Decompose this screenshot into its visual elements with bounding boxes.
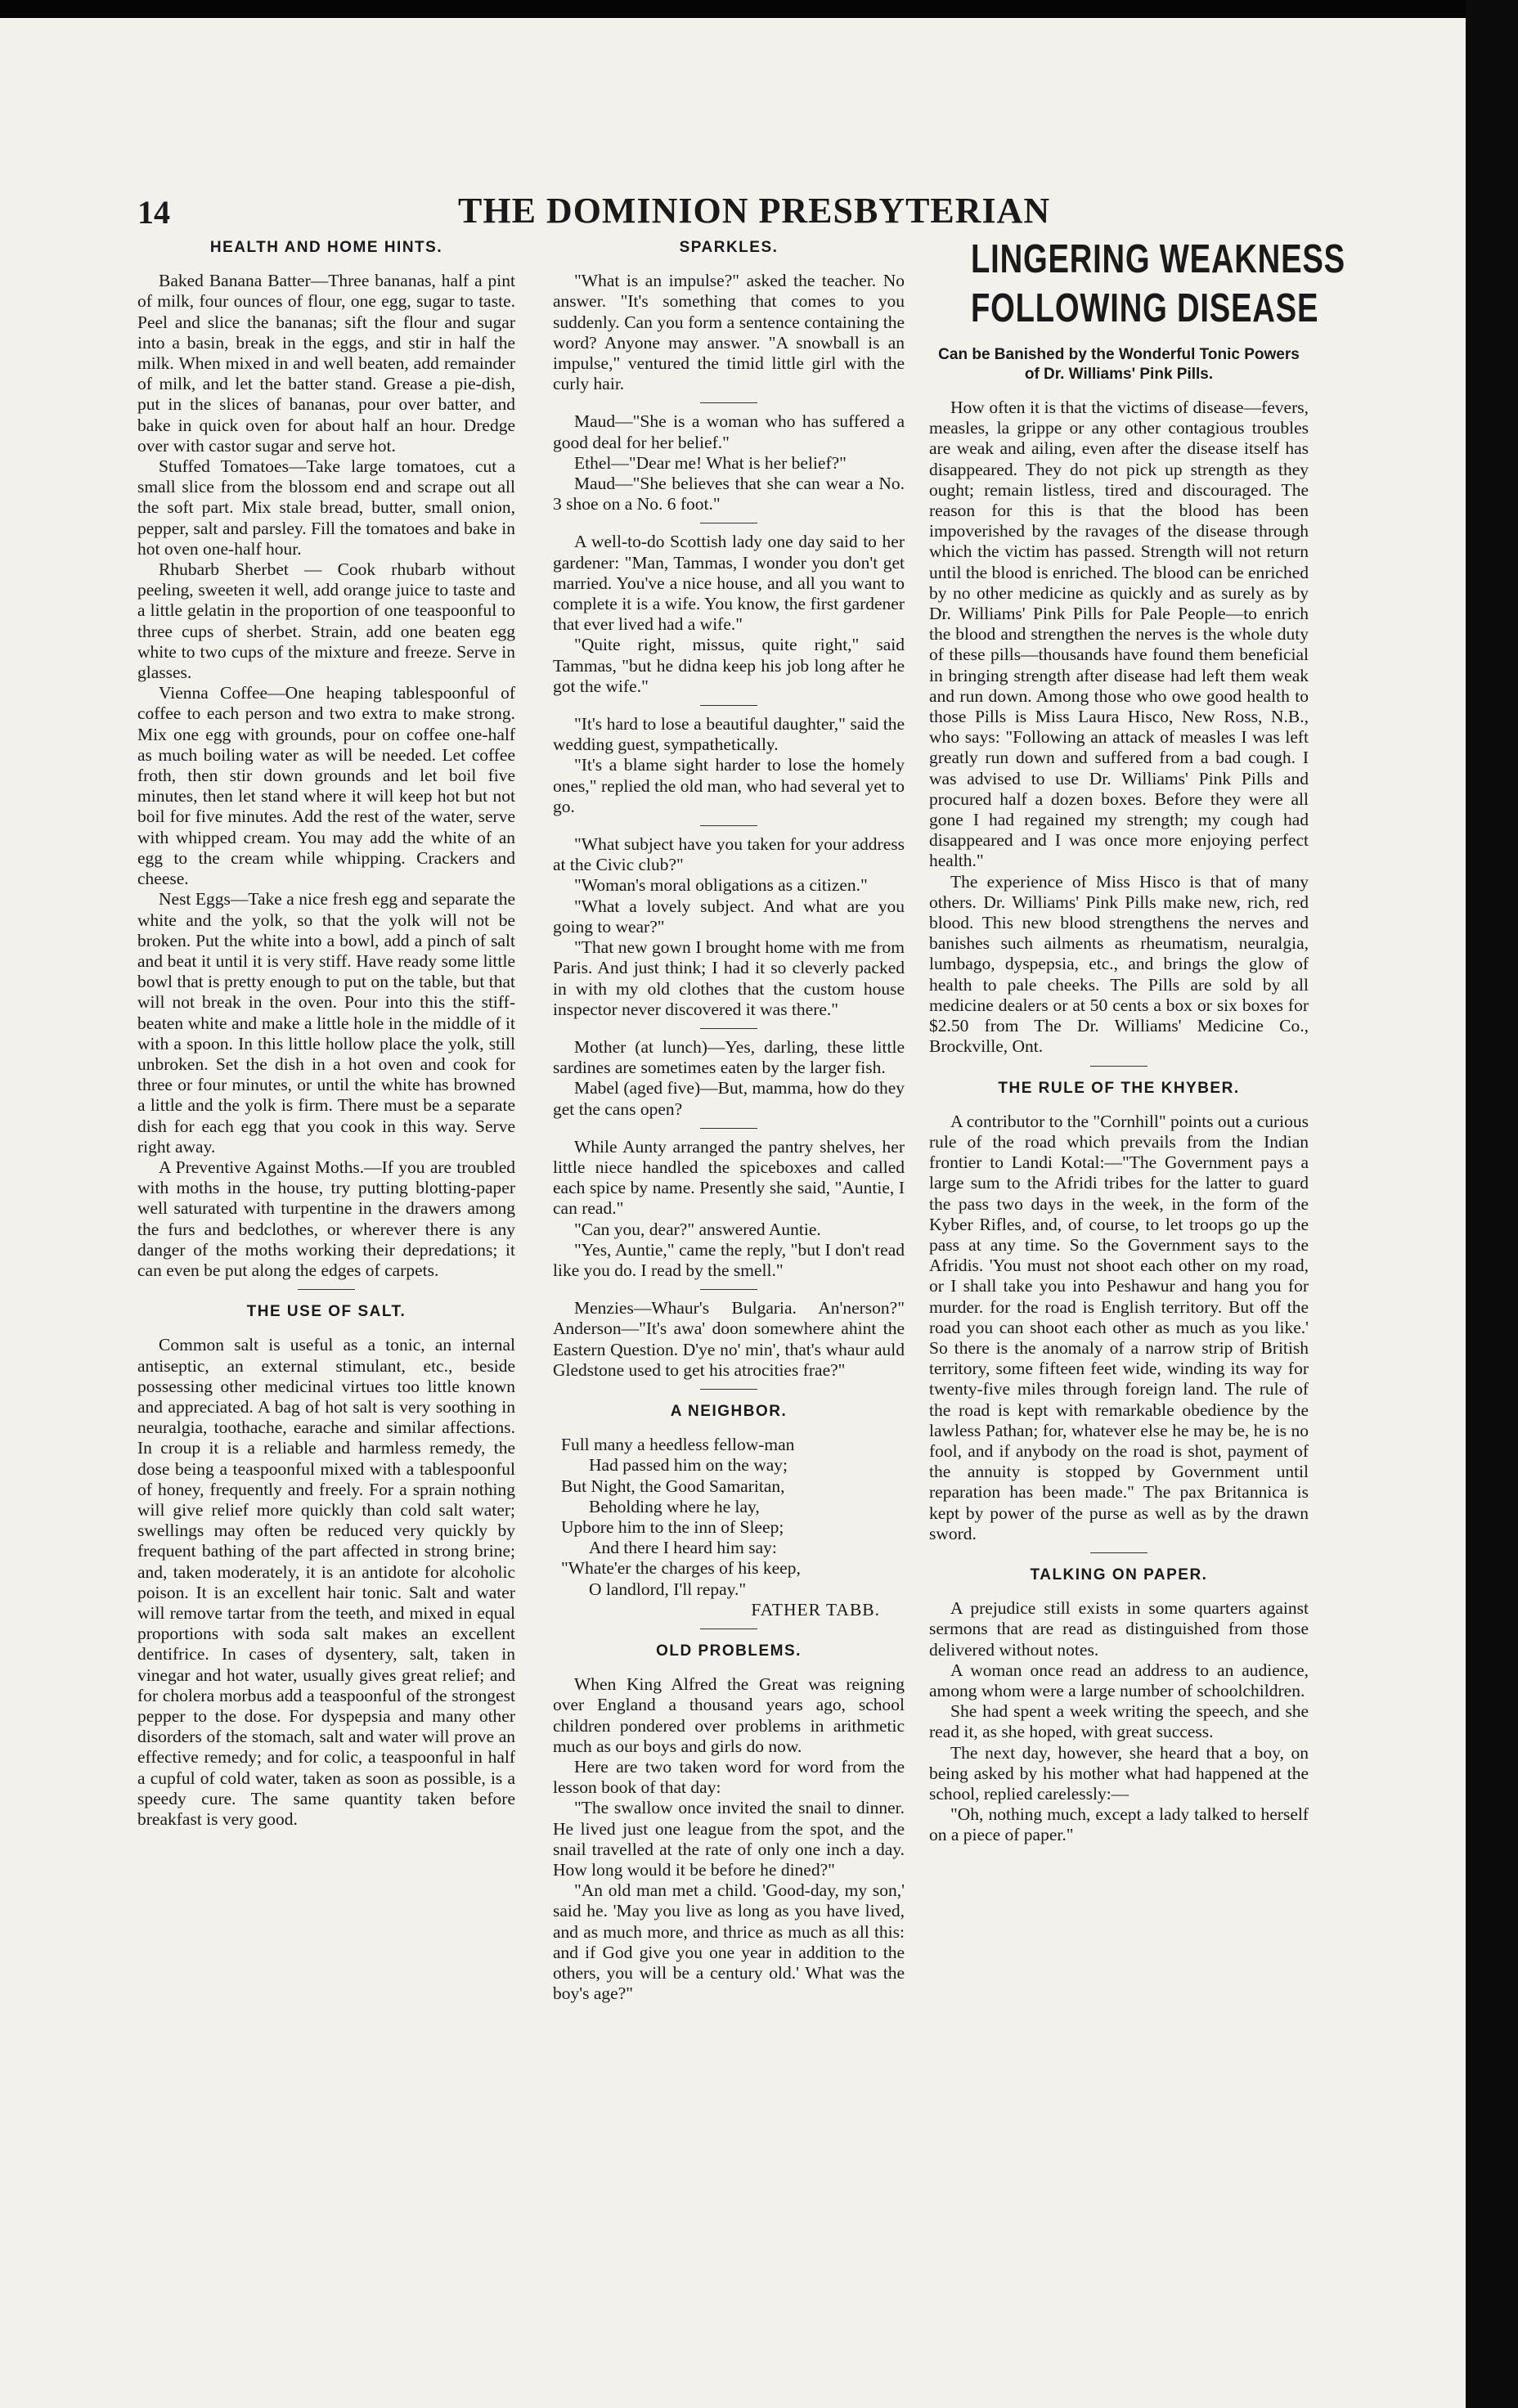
- section-divider: [1090, 1066, 1147, 1067]
- sparkle-paragraph: Maud—"She believes that she can wear a No. 3 shoe on a No. 6 foot.": [553, 474, 905, 514]
- salt-heading: THE USE OF SALT.: [246, 1303, 406, 1321]
- sparkle-paragraph: Mother (at lunch)—Yes, darling, these little sardines are sometimes eaten by the larger fish.: [553, 1036, 905, 1078]
- sparkle-paragraph: A well-to-do Scottish lady one day said to her gardener: "Man, Tammas, I wonder you don't get married. You've a nice house, and all you want to complete it is a wife. You know, the first gardener that ever lived had a wife.": [553, 532, 905, 635]
- poem-line: Upbore him to the inn of Sleep;: [561, 1516, 784, 1537]
- item-divider: [700, 705, 757, 706]
- health-paragraph: Baked Banana Batter—Three bananas, half a pint of milk, four ounces of flour, one egg, sugar to taste. Peel and slice the bananas; sift the flour and sugar into a basin, break in the eggs, and stir in half the milk. When mixed in and well beaten, add remainder of milk, and let the batter stand. Grease a pie-dish, put in the slices of bananas, pour over batter, and bake in quick oven for about half an hour. Dredge over with castor sugar and serve hot.: [137, 271, 515, 456]
- salt-paragraph: Common salt is useful as a tonic, an internal antiseptic, an external stimulant, etc., beside possessing other medicinal virtues too little known and appreciated. A bag of hot salt is very soothing in neuralgia, toothache, earache and similar affections. In croup it is a reliable and harmless remedy, the dose being a teaspoonful mixed with a tablespoonful of honey, frequently and freely. For a sprain nothing will give relief more quickly than cold salt water; swellings may often be reduced very quickly by frequent bathing of the part affected in strong brine; and, taken moderately, it is an antidote for alcoholic poison. It is an excellent hair tonic. Salt and water will remove tartar from the teeth, and mixed in equal proportions with soda salt makes an excellent dentifrice. In cases of dysentery, salt, taken in vinegar and hot water, usually gives great relief; and for cholera morbus add a teaspoonful of the strongest pepper to the dose. For dyspepsia and many other disorders of the stomach, salt and water will prove an effective remedy; and for colic, a teaspoonful in half a cupful of cold water, taken as soon as possible, is a speedy cure. The same quantity taken before breakfast is very good.: [137, 1335, 515, 1830]
- column-right: [929, 237, 1345, 1846]
- talking-on-paper-section: [929, 1565, 1309, 1846]
- ad-subheading: Can be Banished by the Wonderful Tonic Powers of Dr. Williams' Pink Pills.: [938, 346, 1300, 383]
- poem-body: [553, 1435, 905, 1620]
- paper-paragraph: She had spent a week writing the speech, and she read it, as she hoped, with great success.: [929, 1701, 1309, 1742]
- sparkle-paragraph: "What a lovely subject. And what are you going to wear?": [553, 896, 905, 937]
- section-divider: [700, 1389, 757, 1390]
- pink-pills-advertisement: [929, 232, 1345, 1058]
- problems-paragraph: Here are two taken word for word from the lesson book of that day:: [553, 1757, 905, 1798]
- ad-headline: LINGERING WEAKNESS: [971, 237, 1345, 281]
- sparkle-paragraph: "It's hard to lose a beautiful daughter," said the wedding guest, sympathetically.: [553, 714, 905, 755]
- paper-paragraph: The next day, however, she heard that a boy, on being asked by his mother what had happened at the school, replied carelessly:—: [929, 1742, 1309, 1804]
- health-paragraph: Nest Eggs—Take a nice fresh egg and separate the white and the yolk, so that the yolk will not be broken. Put the white into a bowl, add a pinch of salt and beat it until it is very stiff. Have ready some little bowl that is pretty enough to put on the table, but that will not break in the oven. Pour into this the stiff-beaten white and make a little hole in the middle of it with a spoon. In this little hollow place the yolk, still unbroken. Set the dish in a hot oven and cook for three or four minutes, or until the white has browned a little and the yolk is firm. There must be a separate dish for each egg that you cook in this way. Serve right away.: [137, 889, 515, 1157]
- sparkle-paragraph: "What is an impulse?" asked the teacher. No answer. "It's something that comes to you suddenly. Can you form a sentence containing the word? Anyone may answer. "A snowball is an impulse," ventured the timid little girl with the curly hair.: [553, 271, 905, 394]
- poem-author: FATHER TABB.: [751, 1599, 880, 1620]
- poem-line: Full many a heedless fellow-man: [561, 1435, 795, 1455]
- sparkle-paragraph: Maud—"She is a woman who has suffered a good deal for her belief.": [553, 411, 905, 452]
- sparkle-paragraph: Mabel (aged five)—But, mamma, how do they get the cans open?: [553, 1078, 905, 1119]
- neighbor-heading: A NEIGHBOR.: [670, 1402, 788, 1420]
- sparkle-paragraph: Menzies—Whaur's Bulgaria. An'nerson?" Anderson—"It's awa' doon somewhere ahint the Eastern Question. D'ye no' min', that's whaur auld Gledstone used to get his atrocities frae?": [553, 1298, 905, 1380]
- sparkle-paragraph: "Yes, Auntie," came the reply, "but I don't read like you do. I read by the smell.": [553, 1239, 905, 1280]
- problems-paragraph: "The swallow once invited the snail to dinner. He lived just one league from the spot, and the snail travelled at the rate of only one inch a day. How long would it be before he dined?": [553, 1798, 905, 1880]
- poem-line: "Whate'er the charges of his keep,: [561, 1558, 801, 1579]
- right-border: [1466, 0, 1518, 2408]
- section-divider: [298, 1289, 355, 1290]
- sparkle-paragraph: "Can you, dear?" answered Auntie.: [574, 1219, 821, 1239]
- ad-paragraph: How often it is that the victims of disease—fevers, measles, la grippe or any other contagious troubles are weak and ailing, even after the disease itself has disappeared. They do not pick up strength as they ought; remain listless, tired and discouraged. The reason for this is that the blood has been impoverished by the ravages of the disease through which the victim has passed. Strength will not return until the blood is enriched. The blood can be enriched by no other medicine as quickly and as surely as by Dr. Williams' Pink Pills for Pale People—to enrich the blood and strengthen the nerves is the whole duty of these pills—thousands have found them beneficial in bringing strength after disease had left them weak and run down. Among those who owe good health to those Pills is Miss Laura Hisco, New Ross, N.B., who says: "Following an attack of measles I was left greatly run down and suffered from a bad cough. I was advised to use Dr. Williams' Pink Pills and procured half a dozen boxes. Before they were all gone I had regained my strength; my cough had disappeared and I was once more enjoying perfect health.": [929, 398, 1309, 871]
- problems-paragraph: "An old man met a child. 'Good-day, my son,' said he. 'May you live as long as you have lived, and as much more, and thrice as much as all this: and if God give you one year in addition to the others, you will be a century old.' What was the boy's age?": [553, 1880, 905, 2004]
- poem-line: But Night, the Good Samaritan,: [561, 1476, 785, 1496]
- poem-line: Beholding where he lay,: [589, 1496, 760, 1516]
- khyber-paragraph: A contributor to the "Cornhill" points out a curious rule of the road which prevails from the Indian frontier to Landi Kotal:—"The Government pays a large sum to the Afridi tribes for the latter to guard the pass two days in the week, in the form of the Kyber Rifles, and, of course, to let troops go up the pass at any time. So the Government says to the Afridis. 'You must not shoot each other on my road, or I shall take you into Peshawur and hang you for murder. for the road is English territory. But off the road you can shoot each other as much as you like.' So there is the anomaly of a narrow strip of British territory, some fifteen feet wide, winding its way for twenty-five miles through foreign land. The rule of the road is kept with remarkable obedience by the lawless Pathan; for, whatever else he may be, he is no fool, and if anybody on the road is shot, payment of the annuity is stopped by Government until reparation has been made." The pax Britannica is kept by power of the purse as well as by the drawn sword.: [929, 1111, 1309, 1543]
- sparkle-paragraph: "Woman's moral obligations as a citizen.": [574, 875, 868, 896]
- talking-heading: TALKING ON PAPER.: [1030, 1566, 1208, 1584]
- khyber-section: [929, 1078, 1309, 1544]
- sparkle-paragraph: Ethel—"Dear me! What is her belief?": [574, 452, 847, 473]
- health-paragraph: A Preventive Against Moths.—If you are troubled with moths in the house, try putting blotting-paper well saturated with turpentine in the drawers among the furs and bedclothes, or wherever there is any danger of the moths working their depredations; it can even be put along the edges of carpets.: [137, 1157, 515, 1280]
- health-section: [137, 237, 515, 1281]
- sparkles-section: [553, 237, 905, 1381]
- poem-line: Had passed him on the way;: [589, 1455, 788, 1476]
- poem-line: O landlord, I'll repay.": [589, 1579, 747, 1599]
- health-paragraph: Stuffed Tomatoes—Take large tomatoes, cut a small slice from the blossom end and scrape out all the soft part. Mix stale bread, butter, small onion, pepper, salt and parsley. Fill the tomatoes and bake in hot oven one-half hour.: [137, 456, 515, 559]
- health-paragraph: Vienna Coffee—One heaping tablespoonful of coffee to each person and two extra to make strong. Mix one egg with grounds, pour on coffee one-half as much boiling water as will be needed. Let coffee froth, then stir down grounds and let boil five minutes, then let stand where it will keep hot but not boil for five minutes. Add the rest of the water, serve with whipped cream. You may add the white of an egg to the cream while whipping. Crackers and cheese.: [137, 683, 515, 889]
- column-middle: [553, 237, 905, 2004]
- sparkle-paragraph: "That new gown I brought home with me from Paris. And just think; I had it so cleverly packed in with my old clothes that the custom house inspector never discovered it was there.": [553, 937, 905, 1019]
- old-problems-heading: OLD PROBLEMS.: [656, 1642, 802, 1660]
- sparkle-paragraph: "It's a blame sight harder to lose the homely ones," replied the old man, who had several yet to go.: [553, 755, 905, 816]
- salt-section: [137, 1301, 515, 1830]
- item-divider: [700, 1028, 757, 1029]
- sparkles-heading: SPARKLES.: [679, 239, 779, 256]
- sparkle-paragraph: While Aunty arranged the pantry shelves, her little niece handled the spiceboxes and called each spice by name. Presently she said, "Auntie, I can read.": [553, 1136, 905, 1219]
- section-divider: [1090, 1552, 1147, 1553]
- paper-paragraph: A prejudice still exists in some quarters against sermons that are read as distinguished from those delivered without notes.: [929, 1598, 1309, 1660]
- item-divider: [700, 825, 757, 826]
- sparkle-paragraph: "What subject have you taken for your address at the Civic club?": [553, 834, 905, 875]
- page-number: 14: [137, 194, 170, 231]
- neighbor-poem: [553, 1401, 905, 1620]
- old-problems-section: [553, 1641, 905, 2004]
- problems-paragraph: When King Alfred the Great was reigning over England a thousand years ago, school children pondered over problems in arithmetic much as our boys and girls do now.: [553, 1674, 905, 1756]
- khyber-heading: THE RULE OF THE KHYBER.: [998, 1079, 1240, 1097]
- poem-line: And there I heard him say:: [589, 1538, 777, 1558]
- item-divider: [700, 1289, 757, 1290]
- item-divider: [700, 402, 757, 403]
- item-divider: [700, 1128, 757, 1129]
- paper-paragraph: "Oh, nothing much, except a lady talked to herself on a piece of paper.": [929, 1804, 1309, 1845]
- paper-paragraph: A woman once read an address to an audience, among whom were a large number of schoolchildren.: [929, 1660, 1309, 1700]
- health-paragraph: Rhubarb Sherbet — Cook rhubarb without peeling, sweeten it well, add orange juice to taste and a little gelatin in the proportion of one teaspoonful to three cups of sherbet. Strain, add one beaten egg white to two cups of the mixture and freeze. Serve in glasses.: [137, 559, 515, 683]
- health-heading: HEALTH AND HOME HINTS.: [209, 239, 443, 256]
- sparkle-paragraph: "Quite right, missus, quite right," said Tammas, "but he didna keep his job long after he got the wife.": [553, 635, 905, 696]
- newspaper-title: THE DOMINION PRESBYTERIAN: [458, 191, 1051, 231]
- ad-headline: FOLLOWING DISEASE: [971, 286, 1319, 330]
- top-border: [0, 0, 1518, 18]
- ad-paragraph: The experience of Miss Hisco is that of many others. Dr. Williams' Pink Pills make new, rich, red blood. This new blood strengthens the nerves and banishes such ailments as rheumatism, neuralgia, lumbago, dyspepsia, etc., and brings the glow of health to pale cheeks. The Pills are sold by all medicine dealers or at 50 cents a box or six boxes for $2.50 from The Dr. Williams' Medicine Co., Brockville, Ont.: [929, 871, 1309, 1057]
- column-left: [137, 237, 515, 1830]
